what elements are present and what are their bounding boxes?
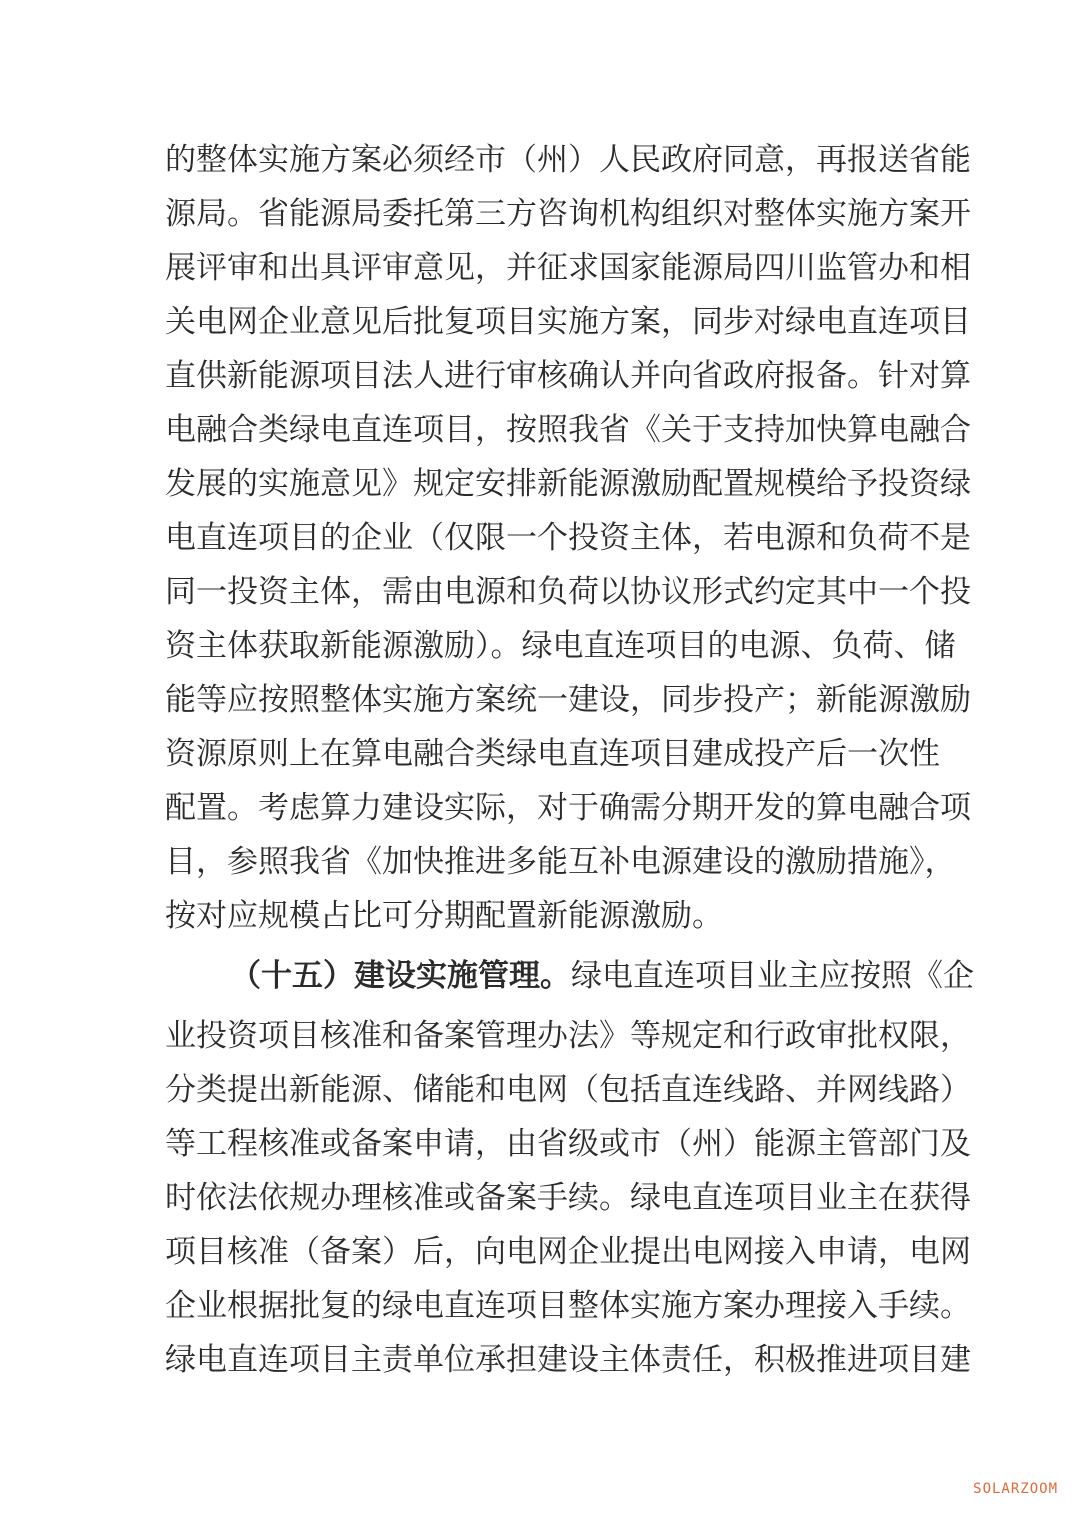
text-line: 业投资项目核准和备案管理办法》等规定和行政审批权限， [165,1018,971,1054]
text-line: 项目核准（备案）后，向电网企业提出电网接入申请，电网 [165,1234,971,1270]
text-line: 的整体实施方案必须经市（州）人民政府同意，再报送省能 [165,142,971,178]
text-line: 资源原则上在算电融合类绿电直连项目建成投产后一次性 [165,736,940,772]
section-heading: （十五）建设实施管理。 [230,958,571,994]
text-line: 电融合类绿电直连项目，按照我省《关于支持加快算电融合 [165,412,971,448]
text-line: 电直连项目的企业（仅限一个投资主体，若电源和负荷不是 [165,520,971,556]
text-line: 资主体获取新能源激励）。绿电直连项目的电源、负荷、储 [165,628,956,664]
text-line: 关电网企业意见后批复项目实施方案，同步对绿电直连项目 [165,304,971,340]
text-line: 分类提出新能源、储能和电网（包括直连线路、并网线路） [165,1072,971,1108]
text-line: 配置。考虑算力建设实际，对于确需分期开发的算电融合项 [165,790,971,826]
text-line: 时依法依规办理核准或备案手续。绿电直连项目业主在获得 [165,1180,971,1216]
text-line: 展评审和出具评审意见，并征求国家能源局四川监管办和相 [165,250,971,286]
text-line: 能等应按照整体实施方案统一建设，同步投产；新能源激励 [165,682,971,718]
text-line: 按对应规模占比可分期配置新能源激励。 [165,898,723,934]
watermark: SOLARZOOM [973,1481,1058,1497]
text-line: 企业根据批复的绿电直连项目整体实施方案办理接入手续。 [165,1288,971,1324]
text-line: 发展的实施意见》规定安排新能源激励配置规模给予投资绿 [165,466,971,502]
section-heading-rest: 绿电直连项目业主应按照《企 [571,958,974,994]
section-heading-line [230,956,974,996]
text-line: 目，参照我省《加快推进多能互补电源建设的激励措施》， [165,844,956,880]
text-line: 同一投资主体，需由电源和负荷以协议形式约定其中一个投 [165,574,971,610]
text-line: 等工程核准或备案申请，由省级或市（州）能源主管部门及 [165,1126,971,1162]
text-line: 绿电直连项目主责单位承担建设主体责任，积极推进项目建 [165,1342,971,1378]
text-line: 直供新能源项目法人进行审核确认并向省政府报备。针对算 [165,358,971,394]
text-line: 源局。省能源局委托第三方咨询机构组织对整体实施方案开 [165,196,971,232]
